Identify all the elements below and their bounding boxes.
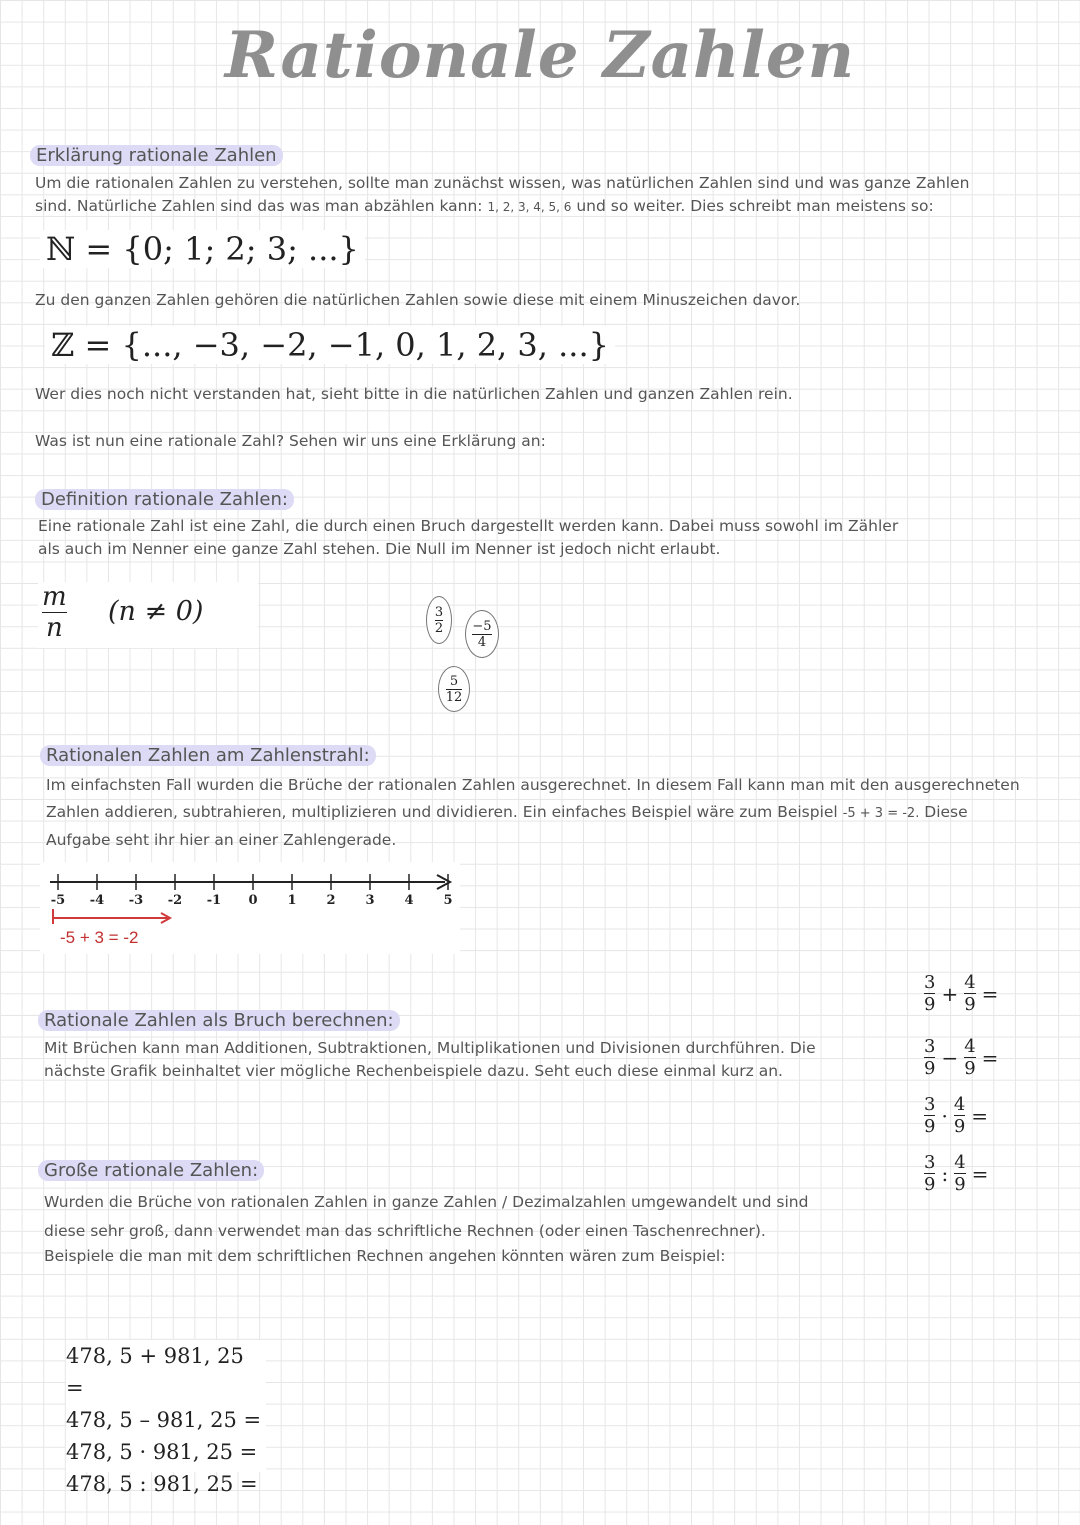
number-line-tick-label: -1 — [206, 893, 222, 908]
example-fraction-neg5-4: $\frac{-5}{4}$ — [465, 610, 499, 658]
fraction-operator: : — [941, 1161, 949, 1186]
section4-paragraph — [44, 1037, 864, 1083]
fraction-equals: = — [971, 1161, 989, 1186]
fraction-example-row — [924, 1036, 998, 1079]
fraction-a: $\frac{3}{9}$ — [924, 1036, 936, 1079]
section5-line1: Wurden die Brüche von rationalen Zahlen in ganze Zahlen / Dezimalzahlen umgewandelt und sind — [44, 1193, 809, 1211]
section5-line3: Beispiele die man mit dem schriftlichen Rechnen angehen könnten wären zum Beispiel: — [44, 1247, 726, 1265]
number-line-tick-label: 2 — [326, 893, 336, 908]
section5-paragraph — [44, 1188, 864, 1271]
section3-line2: Zahlen addieren, subtrahieren, multiplizieren und dividieren. Ein einfaches Beispiel wäre zum Beispiel -5 + 3 = -2. Diese — [46, 803, 968, 821]
section3-line3: Aufgabe seht ihr hier an einer Zahlengerade. — [46, 831, 397, 849]
section-heading-definition: Definition rationale Zahlen: — [35, 489, 294, 510]
general-fraction-box — [38, 582, 258, 648]
number-line-tick-label: -5 — [50, 893, 66, 908]
section2-paragraph — [38, 515, 1038, 561]
number-line-tick-labels — [51, 893, 453, 908]
large-number-equations — [66, 1340, 266, 1496]
number-line-result-label: -5 + 3 = -2 — [60, 928, 139, 947]
section4-line2: nächste Grafik beinhaltet vier mögliche Rechenbeispiele dazu. Seht euch diese einmal kurz an. — [44, 1062, 783, 1080]
formula-natural-numbers: ℕ = {0; 1; 2; 3; ...} — [40, 230, 365, 268]
fraction-b: $\frac{4}{9}$ — [954, 1152, 966, 1195]
general-fraction: m n — [42, 582, 67, 643]
section1-line2: sind. Natürliche Zahlen sind das was man abzählen kann: 1, 2, 3, 4, 5, 6 und so weiter. Dies schreibt man meistens so: — [35, 197, 934, 215]
equation-multiplication: 478, 5 · 981, 25 = — [66, 1440, 258, 1464]
section-heading-bruch-berechnen: Rationale Zahlen als Bruch berechnen: — [38, 1010, 400, 1031]
section-heading-erklaerung: Erklärung rationale Zahlen — [30, 145, 283, 166]
fraction-example-row — [924, 1152, 988, 1195]
fraction-b: $\frac{4}{9}$ — [964, 972, 976, 1015]
section1-paragraph — [35, 172, 1055, 219]
natural-numbers-list: 1, 2, 3, 4, 5, 6 — [487, 200, 572, 214]
section2-line2: als auch im Nenner eine ganze Zahl stehen. Die Null im Nenner ist jedoch nicht erlaubt. — [38, 540, 721, 558]
formula-integers: ℤ = {..., −3, −2, −1, 0, 1, 2, 3, ...} — [45, 326, 615, 364]
section2-line1: Eine rationale Zahl ist eine Zahl, die durch einen Bruch dargestellt werden kann. Dabei muss sowohl im Zähler — [38, 517, 899, 535]
number-line-tick-label: 4 — [404, 893, 414, 908]
section3-line1: Im einfachsten Fall wurden die Brüche der rationalen Zahlen ausgerechnet. In diesem Fall kann man mit den ausgerechneten — [46, 776, 1020, 794]
number-line-tick-label: -2 — [167, 893, 183, 908]
section-heading-zahlenstrahl: Rationalen Zahlen am Zahlenstrahl: — [40, 745, 376, 766]
fraction-operator: + — [941, 981, 959, 1006]
section1-paragraph3: Wer dies noch nicht verstanden hat, sieht bitte in die natürlichen Zahlen und ganzen Zahlen rein. — [35, 385, 793, 403]
fraction-equals: = — [981, 981, 999, 1006]
section-heading-grosse-zahlen: Große rationale Zahlen: — [38, 1160, 264, 1181]
section3-paragraph — [46, 772, 1066, 854]
number-line-tick-label: -3 — [128, 893, 144, 908]
fraction-example-row — [924, 1094, 988, 1137]
fraction-a: $\frac{3}{9}$ — [924, 1094, 936, 1137]
fraction-a: $\frac{3}{9}$ — [924, 972, 936, 1015]
fraction-b: $\frac{4}{9}$ — [953, 1094, 966, 1137]
fraction-example-row — [924, 972, 998, 1015]
equation-division: 478, 5 : 981, 25 = — [66, 1472, 258, 1496]
fraction-operator: − — [941, 1045, 959, 1070]
equation-addition: 478, 5 + 981, 25 = — [66, 1344, 244, 1400]
equation-subtraction: 478, 5 – 981, 25 = — [66, 1408, 262, 1432]
example-fraction-3-2: $\frac{3}{2}$ — [426, 596, 452, 644]
section1-line1: Um die rationalen Zahlen zu verstehen, sollte man zunächst wissen, was natürlichen Zahlen sind und was ganze Zahlen — [35, 174, 970, 192]
number-line-box — [40, 862, 460, 954]
number-line-tick-label: 0 — [248, 893, 258, 908]
fraction-examples — [924, 972, 1014, 1212]
section1-paragraph4: Was ist nun eine rationale Zahl? Sehen wir uns eine Erklärung an: — [35, 432, 546, 450]
fraction-b: $\frac{4}{9}$ — [964, 1036, 976, 1079]
fraction-operator: · — [941, 1103, 948, 1128]
fraction-equals: = — [981, 1045, 999, 1070]
section5-line2: diese sehr groß, dann verwendet man das schriftliche Rechnen (oder einen Taschenrechner). — [44, 1222, 766, 1240]
number-line-tick-label: 5 — [443, 893, 453, 908]
section4-line1: Mit Brüchen kann man Additionen, Subtraktionen, Multiplikationen und Divisionen durchführen. Die — [44, 1039, 816, 1057]
inline-example: -5 + 3 = -2. — [842, 806, 920, 821]
number-line-tick-label: 1 — [287, 893, 297, 908]
page-title: Rationale Zahlen — [224, 18, 856, 93]
example-fraction-5-12: $\frac{5}{12}$ — [438, 666, 470, 712]
section1-paragraph2: Zu den ganzen Zahlen gehören die natürlichen Zahlen sowie diese mit einem Minuszeichen davor. — [35, 291, 801, 309]
nonzero-condition: (n ≠ 0) — [108, 596, 204, 627]
fraction-a: $\frac{3}{9}$ — [924, 1152, 936, 1195]
number-line-tick-label: -4 — [89, 893, 105, 908]
fraction-equals: = — [971, 1103, 989, 1128]
number-line-tick-label: 3 — [365, 893, 375, 908]
